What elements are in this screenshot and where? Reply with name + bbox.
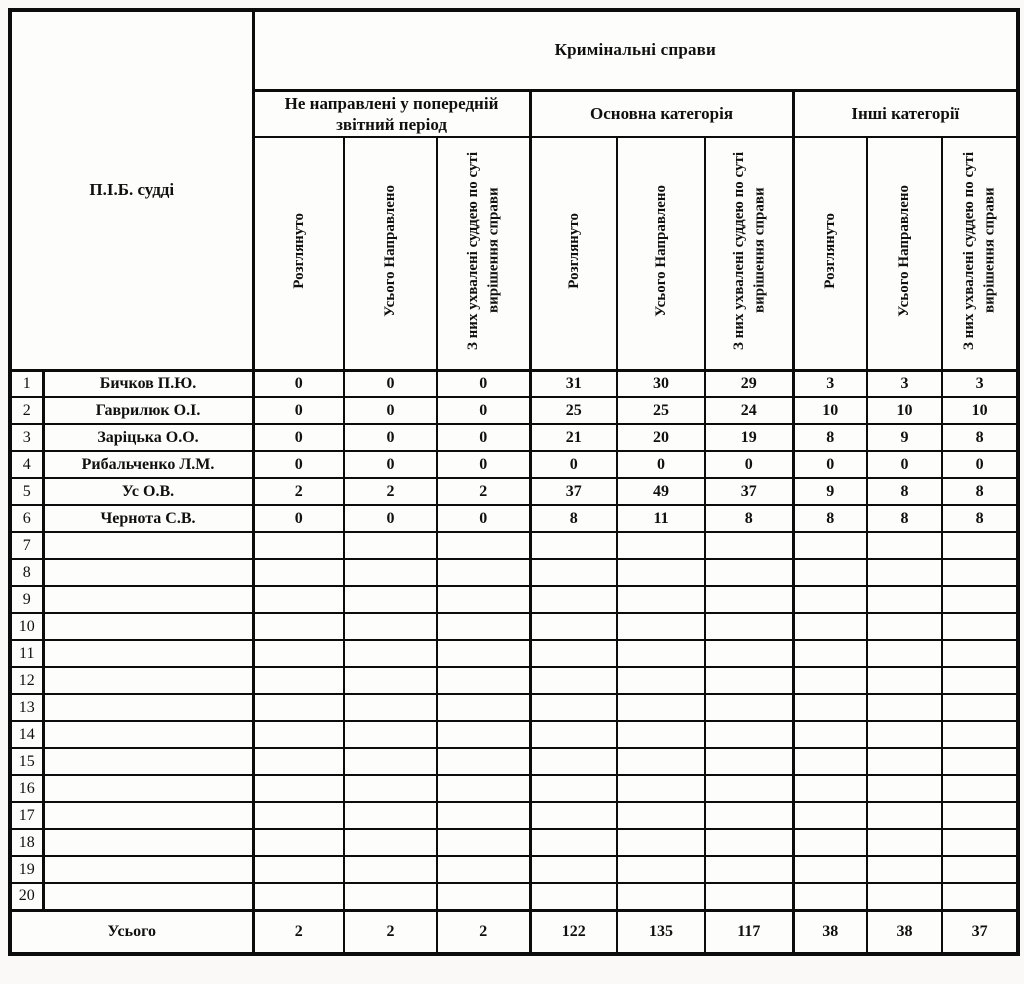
value-cell xyxy=(942,721,1018,748)
value-cell: 24 xyxy=(705,397,793,424)
judge-name-cell: Рибальченко Л.М. xyxy=(43,451,253,478)
value-cell xyxy=(942,775,1018,802)
value-cell xyxy=(530,640,617,667)
value-cell xyxy=(942,802,1018,829)
value-cell xyxy=(530,613,617,640)
value-cell: 0 xyxy=(437,397,530,424)
value-cell xyxy=(617,640,705,667)
group-header-other-categories: Інші категорії xyxy=(793,90,1018,137)
table-row xyxy=(10,721,1018,748)
row-number: 5 xyxy=(10,478,43,505)
value-cell: 0 xyxy=(253,397,344,424)
value-cell xyxy=(344,694,437,721)
value-cell xyxy=(437,883,530,910)
value-cell: 2 xyxy=(437,478,530,505)
total-value-cell: 2 xyxy=(253,910,344,954)
value-cell: 21 xyxy=(530,424,617,451)
value-cell xyxy=(942,640,1018,667)
value-cell xyxy=(437,694,530,721)
total-value-cell: 37 xyxy=(942,910,1018,954)
vertical-label: З них ухвалені суддею по суті вирішення справи xyxy=(961,151,998,350)
value-cell xyxy=(253,748,344,775)
judge-name-cell xyxy=(43,532,253,559)
value-cell: 0 xyxy=(344,370,437,397)
value-cell xyxy=(530,559,617,586)
value-cell: 25 xyxy=(617,397,705,424)
total-value-cell: 38 xyxy=(793,910,867,954)
value-cell xyxy=(793,586,867,613)
value-cell xyxy=(867,829,942,856)
value-cell xyxy=(253,613,344,640)
subheader-total-forwarded xyxy=(344,137,437,370)
value-cell xyxy=(942,856,1018,883)
value-cell: 0 xyxy=(344,451,437,478)
value-cell: 0 xyxy=(344,397,437,424)
value-cell xyxy=(793,721,867,748)
value-cell xyxy=(867,559,942,586)
value-cell xyxy=(530,532,617,559)
value-cell: 0 xyxy=(253,505,344,532)
value-cell xyxy=(344,883,437,910)
value-cell xyxy=(437,532,530,559)
subheader-total-forwarded xyxy=(617,137,705,370)
value-cell: 0 xyxy=(344,424,437,451)
value-cell xyxy=(437,640,530,667)
vertical-label: Усього Направлено xyxy=(896,184,913,317)
value-cell xyxy=(942,883,1018,910)
row-number: 18 xyxy=(10,829,43,856)
value-cell: 49 xyxy=(617,478,705,505)
judge-name-cell xyxy=(43,829,253,856)
value-cell xyxy=(867,721,942,748)
table-title-criminal-cases: Кримінальні справи xyxy=(253,10,1018,90)
value-cell xyxy=(617,829,705,856)
value-cell: 25 xyxy=(530,397,617,424)
value-cell xyxy=(942,694,1018,721)
value-cell xyxy=(867,613,942,640)
value-cell xyxy=(705,640,793,667)
value-cell: 8 xyxy=(867,478,942,505)
subheader-considered xyxy=(530,137,617,370)
value-cell xyxy=(344,532,437,559)
judge-name-cell xyxy=(43,748,253,775)
value-cell: 2 xyxy=(344,478,437,505)
judge-name-cell: Ус О.В. xyxy=(43,478,253,505)
value-cell: 8 xyxy=(942,505,1018,532)
value-cell xyxy=(617,559,705,586)
row-number: 1 xyxy=(10,370,43,397)
value-cell xyxy=(344,829,437,856)
value-cell xyxy=(705,694,793,721)
value-cell xyxy=(437,829,530,856)
totals-label: Усього xyxy=(10,910,253,954)
value-cell xyxy=(867,802,942,829)
value-cell: 30 xyxy=(617,370,705,397)
value-cell: 10 xyxy=(942,397,1018,424)
value-cell: 8 xyxy=(705,505,793,532)
judge-name-cell xyxy=(43,856,253,883)
value-cell xyxy=(253,856,344,883)
value-cell xyxy=(705,721,793,748)
value-cell: 0 xyxy=(253,370,344,397)
value-cell: 10 xyxy=(793,397,867,424)
table-row xyxy=(10,586,1018,613)
value-cell xyxy=(253,667,344,694)
value-cell xyxy=(530,829,617,856)
value-cell xyxy=(344,667,437,694)
value-cell: 0 xyxy=(530,451,617,478)
judge-name-cell xyxy=(43,721,253,748)
table-row xyxy=(10,856,1018,883)
value-cell xyxy=(867,667,942,694)
row-number: 12 xyxy=(10,667,43,694)
value-cell xyxy=(253,883,344,910)
value-cell xyxy=(344,586,437,613)
subheader-considered xyxy=(253,137,344,370)
value-cell xyxy=(793,829,867,856)
judge-name-column-header: П.І.Б. судді xyxy=(10,10,253,370)
row-number: 17 xyxy=(10,802,43,829)
value-cell xyxy=(942,613,1018,640)
value-cell xyxy=(867,883,942,910)
judge-name-cell xyxy=(43,694,253,721)
value-cell xyxy=(344,613,437,640)
row-number: 10 xyxy=(10,613,43,640)
value-cell: 0 xyxy=(437,424,530,451)
table-row xyxy=(10,559,1018,586)
subheader-considered xyxy=(793,137,867,370)
value-cell xyxy=(530,748,617,775)
value-cell xyxy=(793,694,867,721)
value-cell: 9 xyxy=(867,424,942,451)
row-number: 6 xyxy=(10,505,43,532)
value-cell xyxy=(617,883,705,910)
value-cell xyxy=(437,775,530,802)
judge-name-cell: Заріцька О.О. xyxy=(43,424,253,451)
value-cell: 0 xyxy=(942,451,1018,478)
table-row xyxy=(10,505,1018,532)
value-cell xyxy=(253,559,344,586)
value-cell xyxy=(867,640,942,667)
value-cell xyxy=(530,667,617,694)
value-cell: 0 xyxy=(867,451,942,478)
vertical-label: З них ухвалені суддею по суті вирішення справи xyxy=(465,151,502,350)
value-cell xyxy=(253,775,344,802)
table-row xyxy=(10,829,1018,856)
value-cell xyxy=(617,613,705,640)
judge-name-cell xyxy=(43,667,253,694)
group-header-main-category: Основна категорія xyxy=(530,90,793,137)
subheader-decided-on-merits xyxy=(437,137,530,370)
value-cell: 31 xyxy=(530,370,617,397)
value-cell xyxy=(705,883,793,910)
value-cell xyxy=(793,532,867,559)
row-number: 16 xyxy=(10,775,43,802)
value-cell xyxy=(437,748,530,775)
value-cell xyxy=(705,559,793,586)
value-cell xyxy=(705,802,793,829)
value-cell: 19 xyxy=(705,424,793,451)
value-cell xyxy=(617,775,705,802)
vertical-label: Усього Направлено xyxy=(652,184,669,317)
table-row xyxy=(10,694,1018,721)
row-number: 20 xyxy=(10,883,43,910)
vertical-label: Розглянуто xyxy=(565,212,582,289)
value-cell: 29 xyxy=(705,370,793,397)
value-cell xyxy=(437,856,530,883)
value-cell: 11 xyxy=(617,505,705,532)
value-cell xyxy=(942,667,1018,694)
value-cell xyxy=(867,856,942,883)
value-cell xyxy=(793,775,867,802)
table-row xyxy=(10,397,1018,424)
vertical-label: Розглянуто xyxy=(290,212,307,289)
value-cell xyxy=(617,721,705,748)
value-cell xyxy=(617,748,705,775)
value-cell xyxy=(867,694,942,721)
value-cell xyxy=(437,613,530,640)
value-cell xyxy=(867,775,942,802)
value-cell xyxy=(705,667,793,694)
value-cell xyxy=(793,883,867,910)
value-cell xyxy=(617,802,705,829)
value-cell xyxy=(793,856,867,883)
value-cell: 8 xyxy=(942,424,1018,451)
table-row xyxy=(10,424,1018,451)
value-cell: 37 xyxy=(530,478,617,505)
value-cell: 8 xyxy=(942,478,1018,505)
value-cell: 0 xyxy=(437,370,530,397)
value-cell xyxy=(437,586,530,613)
value-cell: 8 xyxy=(867,505,942,532)
value-cell xyxy=(942,748,1018,775)
value-cell xyxy=(530,694,617,721)
value-cell xyxy=(344,802,437,829)
vertical-label: Розглянуто xyxy=(822,212,839,289)
value-cell xyxy=(253,829,344,856)
value-cell xyxy=(437,721,530,748)
value-cell xyxy=(705,775,793,802)
row-number: 7 xyxy=(10,532,43,559)
value-cell xyxy=(793,667,867,694)
value-cell xyxy=(617,694,705,721)
total-value-cell: 38 xyxy=(867,910,942,954)
table-row xyxy=(10,775,1018,802)
value-cell xyxy=(530,883,617,910)
value-cell: 0 xyxy=(437,451,530,478)
table-row xyxy=(10,667,1018,694)
value-cell: 2 xyxy=(253,478,344,505)
judge-name-cell xyxy=(43,586,253,613)
judge-name-cell xyxy=(43,640,253,667)
value-cell: 0 xyxy=(437,505,530,532)
value-cell xyxy=(344,856,437,883)
value-cell: 37 xyxy=(705,478,793,505)
vertical-label: Усього Направлено xyxy=(382,184,399,317)
value-cell xyxy=(253,721,344,748)
value-cell: 10 xyxy=(867,397,942,424)
judge-name-cell xyxy=(43,559,253,586)
value-cell xyxy=(437,667,530,694)
value-cell: 3 xyxy=(867,370,942,397)
value-cell: 9 xyxy=(793,478,867,505)
totals-row xyxy=(10,910,1018,954)
value-cell: 8 xyxy=(793,424,867,451)
value-cell xyxy=(253,802,344,829)
value-cell xyxy=(942,586,1018,613)
value-cell xyxy=(617,667,705,694)
value-cell xyxy=(253,640,344,667)
value-cell xyxy=(253,532,344,559)
row-number: 14 xyxy=(10,721,43,748)
value-cell: 20 xyxy=(617,424,705,451)
value-cell xyxy=(705,748,793,775)
judge-name-cell xyxy=(43,883,253,910)
value-cell xyxy=(617,856,705,883)
value-cell xyxy=(793,559,867,586)
value-cell xyxy=(942,532,1018,559)
row-number: 9 xyxy=(10,586,43,613)
value-cell xyxy=(437,802,530,829)
table-row xyxy=(10,748,1018,775)
value-cell xyxy=(867,532,942,559)
table-row xyxy=(10,478,1018,505)
total-value-cell: 117 xyxy=(705,910,793,954)
value-cell xyxy=(344,640,437,667)
row-number: 2 xyxy=(10,397,43,424)
total-value-cell: 2 xyxy=(437,910,530,954)
value-cell xyxy=(867,748,942,775)
row-number: 13 xyxy=(10,694,43,721)
value-cell xyxy=(942,829,1018,856)
value-cell xyxy=(530,802,617,829)
value-cell xyxy=(705,856,793,883)
vertical-label: З них ухвалені суддею по суті вирішення справи xyxy=(730,151,767,350)
table-row xyxy=(10,532,1018,559)
value-cell xyxy=(437,559,530,586)
table-row xyxy=(10,640,1018,667)
table-row xyxy=(10,883,1018,910)
value-cell xyxy=(253,694,344,721)
row-number: 15 xyxy=(10,748,43,775)
value-cell: 8 xyxy=(793,505,867,532)
value-cell xyxy=(530,856,617,883)
value-cell: 3 xyxy=(793,370,867,397)
value-cell xyxy=(793,802,867,829)
value-cell xyxy=(530,775,617,802)
row-number: 4 xyxy=(10,451,43,478)
value-cell xyxy=(705,532,793,559)
value-cell xyxy=(793,613,867,640)
value-cell xyxy=(793,640,867,667)
value-cell: 0 xyxy=(344,505,437,532)
judge-name-cell: Бичков П.Ю. xyxy=(43,370,253,397)
table-row xyxy=(10,451,1018,478)
value-cell xyxy=(705,586,793,613)
value-cell: 0 xyxy=(793,451,867,478)
judge-name-cell xyxy=(43,613,253,640)
header-row-title xyxy=(10,10,1018,90)
judge-name-cell: Чернота С.В. xyxy=(43,505,253,532)
value-cell xyxy=(253,586,344,613)
value-cell xyxy=(705,613,793,640)
value-cell xyxy=(617,532,705,559)
value-cell: 3 xyxy=(942,370,1018,397)
total-value-cell: 135 xyxy=(617,910,705,954)
table-body xyxy=(10,370,1018,910)
value-cell: 0 xyxy=(617,451,705,478)
value-cell: 0 xyxy=(253,451,344,478)
judges-criminal-cases-table xyxy=(8,8,1020,956)
row-number: 3 xyxy=(10,424,43,451)
value-cell: 8 xyxy=(530,505,617,532)
table-row xyxy=(10,802,1018,829)
value-cell xyxy=(344,721,437,748)
value-cell: 0 xyxy=(253,424,344,451)
judge-name-cell: Гаврилюк О.І. xyxy=(43,397,253,424)
row-number: 11 xyxy=(10,640,43,667)
judge-name-cell xyxy=(43,775,253,802)
subheader-total-forwarded xyxy=(867,137,942,370)
value-cell xyxy=(867,586,942,613)
value-cell xyxy=(530,586,617,613)
table-row xyxy=(10,613,1018,640)
value-cell xyxy=(942,559,1018,586)
value-cell xyxy=(705,829,793,856)
total-value-cell: 2 xyxy=(344,910,437,954)
subheader-decided-on-merits xyxy=(705,137,793,370)
value-cell xyxy=(530,721,617,748)
row-number: 8 xyxy=(10,559,43,586)
value-cell xyxy=(344,775,437,802)
value-cell xyxy=(617,586,705,613)
table-row xyxy=(10,370,1018,397)
row-number: 19 xyxy=(10,856,43,883)
value-cell: 0 xyxy=(705,451,793,478)
value-cell xyxy=(793,748,867,775)
value-cell xyxy=(344,748,437,775)
total-value-cell: 122 xyxy=(530,910,617,954)
judge-name-cell xyxy=(43,802,253,829)
subheader-decided-on-merits xyxy=(942,137,1018,370)
group-header-not-forwarded-previous-period: Не направлені у попередній звітний період xyxy=(253,90,530,137)
value-cell xyxy=(344,559,437,586)
